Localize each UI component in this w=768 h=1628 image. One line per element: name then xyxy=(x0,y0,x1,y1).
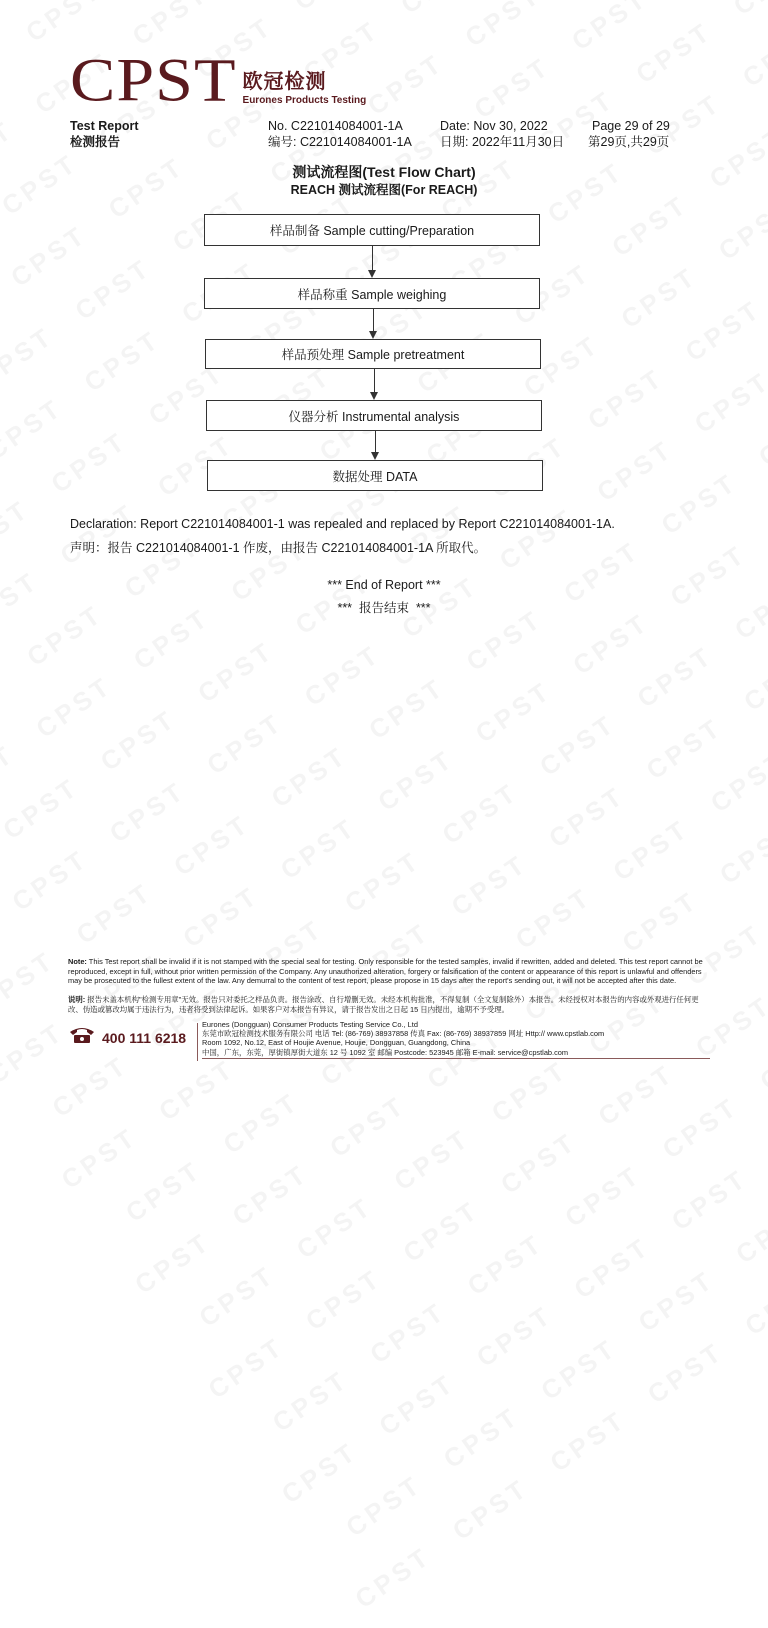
company-name-en: Eurones (Dongguan) Consumer Products Testing Service Co., Ltd xyxy=(202,1020,418,1029)
legal-note-en xyxy=(68,957,712,986)
report-type-en: Test Report xyxy=(70,119,139,133)
logo-mark: CPST xyxy=(70,45,237,115)
note-text: This Test report shall be invalid if it is not stamped with the special seal for testing. Only responsible for the tested samples, invalid if rewritten, added and deleted. This test report cannot be reproduced, except in full, without prior written permission of the Company. Any unauthorized alteration, forgery or falsification of the content or appearance of this report is unlawful and offenders may be prosecuted to the fullest extent of the law. Any demurral to the content of test report, please propose in 15 days after the report's sending out, it will not be accepted after this date. xyxy=(68,957,703,985)
declaration-en: Declaration: Report C221014084001-1 was repealed and replaced by Report C221014084001-1A. xyxy=(70,517,615,531)
note-cn-label: 说明: xyxy=(68,995,86,1004)
footer-divider xyxy=(197,1023,198,1061)
arrowhead-icon xyxy=(371,452,379,460)
page-number-en: Page 29 of 29 xyxy=(592,119,670,133)
arrowhead-icon xyxy=(370,392,378,400)
report-date-cn: 日期: 2022年11月30日 xyxy=(440,135,565,149)
report-type-cn: 检测报告 xyxy=(70,135,121,149)
declaration-cn: 声明：报告 C221014084001-1 作废，由报告 C221014084001-1A 所取代。 xyxy=(70,541,487,555)
flow-step-pretreatment: 样品预处理 Sample pretreatment xyxy=(205,339,541,369)
flow-step-preparation: 样品制备 Sample cutting/Preparation xyxy=(204,214,540,246)
report-number-cn: 编号: C221014084001-1A xyxy=(268,135,412,149)
arrowhead-icon xyxy=(368,270,376,278)
flow-arrow xyxy=(372,246,373,270)
page-number-cn: 第29页,共29页 xyxy=(588,135,670,149)
company-address-cn: 中国，广东，东莞，厚街镇厚街大道东 12 号 1092 室 邮编 Postcode: 523945 邮箱 E-mail: service@cpstlab.com xyxy=(202,1048,569,1057)
logo-chinese-name: 欧冠检测 xyxy=(242,71,327,93)
flow-step-instrumental-analysis: 仪器分析 Instrumental analysis xyxy=(206,400,542,431)
end-of-report-cn: *** 报告结束 *** xyxy=(337,601,431,615)
legal-note-cn xyxy=(68,995,712,1014)
company-logo xyxy=(70,45,367,115)
company-contact: 东莞市欧冠检测技术服务有限公司 电话 Tel: (86-769) 38937858 传真 Fax: (86-769) 38937859 网址 Http:// www.cpstlab.com xyxy=(202,1029,605,1038)
hotline xyxy=(68,1026,186,1049)
footer-underline xyxy=(202,1058,710,1059)
note-cn-text: 报告未盖本机构"检测专用章"无效。报告只对委托之样品负责。报告涂改、自行增删无效。未经本机构批准，不得复制（全文复制除外）本报告。未经授权对本报告的内容或外观进行任何更改、伪造或篡改均属于违法行为，违者将受到法律起诉。如果客户对本报告有异议，请于报告发出之日起 15 日内提出，逾期不予受理。 xyxy=(68,995,699,1014)
arrowhead-icon xyxy=(369,331,377,339)
flow-arrow xyxy=(373,309,374,331)
telephone-icon xyxy=(68,1026,96,1049)
end-of-report-en: *** End of Report *** xyxy=(327,578,441,592)
flow-chart-subtitle: REACH 测试流程图(For REACH) xyxy=(290,183,478,197)
note-label: Note: xyxy=(68,957,87,966)
company-address-en: Room 1092, No.12, East of Houjie Avenue, Houjie, Dongguan, Guangdong, China xyxy=(202,1038,471,1047)
flow-step-weighing: 样品称重 Sample weighing xyxy=(204,278,540,309)
flow-arrow xyxy=(375,431,376,452)
flow-arrow xyxy=(374,369,375,392)
logo-english-name: Eurones Products Testing xyxy=(242,95,367,106)
hotline-number: 400 111 6218 xyxy=(102,1029,187,1046)
flow-step-data: 数据处理 DATA xyxy=(207,460,543,491)
report-date-en: Date: Nov 30, 2022 xyxy=(440,119,548,133)
flow-chart-title: 测试流程图(Test Flow Chart) xyxy=(292,164,476,180)
report-number-en: No. C221014084001-1A xyxy=(268,119,403,133)
